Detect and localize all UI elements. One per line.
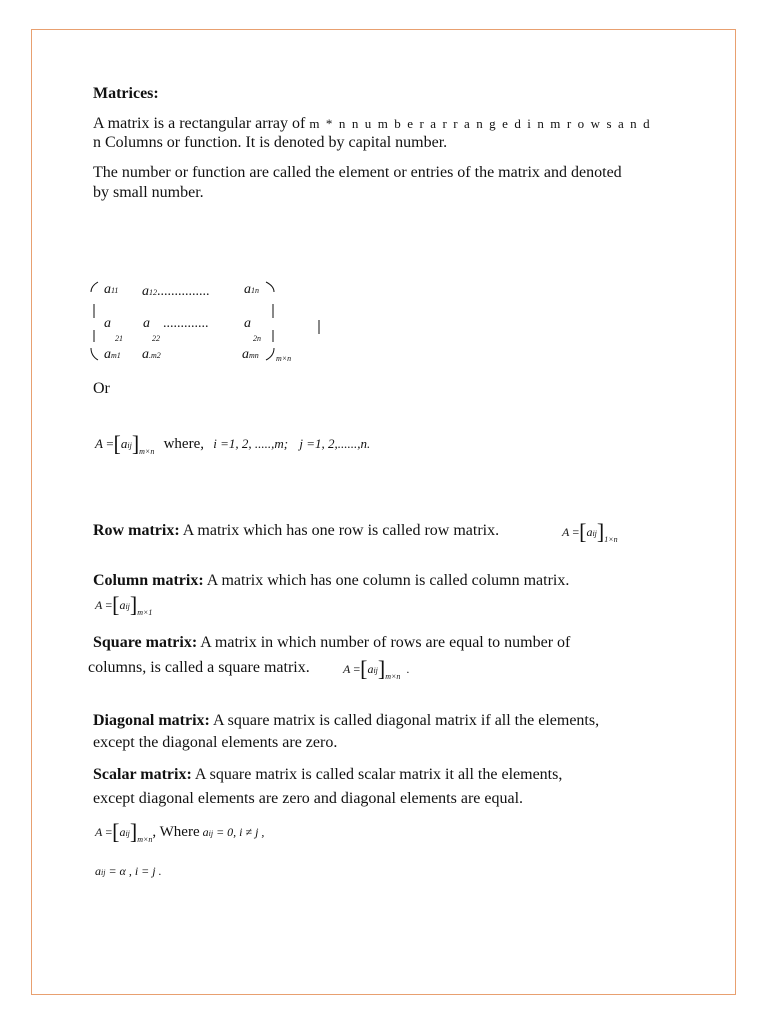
square-matrix-term: Square matrix: xyxy=(93,634,198,651)
square-matrix-order: m×n xyxy=(385,672,401,681)
column-matrix-text: A matrix which has one column is called column matrix. xyxy=(203,572,570,589)
scalar-cond2-sub: ij xyxy=(101,868,106,877)
intro-line-1 xyxy=(93,114,651,134)
matrix-sub-22: 22 xyxy=(152,334,160,343)
entry-symbol: a xyxy=(142,347,149,362)
section-heading: Matrices: xyxy=(93,85,159,102)
scalar-matrix-order: m×n xyxy=(137,835,153,844)
intro-line-1-start: A matrix is a rectangular array of xyxy=(93,115,306,132)
matrix-entry-amn xyxy=(242,347,259,363)
row-matrix-definition xyxy=(93,521,499,541)
entry-symbol: a xyxy=(142,284,149,299)
matrix-order: m×n xyxy=(276,354,292,363)
entry-dots: ............... xyxy=(157,284,210,299)
entry-subscript: m1 xyxy=(111,351,121,360)
scalar-matrix-condition-1: = 0, i ≠ j , xyxy=(216,825,265,839)
column-matrix-term: Column matrix: xyxy=(93,572,204,589)
intro-line-4: by small number. xyxy=(93,184,204,201)
diagonal-matrix-definition-line-2: except the diagonal elements are zero. xyxy=(93,734,338,751)
eq-entry-sub: ij xyxy=(127,441,132,450)
entry-symbol: a xyxy=(104,282,111,297)
scalar-matrix-text-1: A square matrix is called scalar matrix it all the elements, xyxy=(191,766,563,783)
diagonal-matrix-text-1: A square matrix is called diagonal matrix if all the elements, xyxy=(209,712,600,729)
entry-subscript: mn xyxy=(249,351,259,360)
notation-equation: $A =[aij]_{m\times n}$ where, i =1, 2, .....,m; j =1, 2,......,n. xyxy=(95,431,371,456)
entry-subscript: 1n xyxy=(251,286,259,295)
square-matrix-definition-line-1 xyxy=(93,633,570,653)
matrix-sub-21: 21 xyxy=(115,334,123,343)
eq-lhs: A xyxy=(95,436,103,451)
matrix-entry-a22: a xyxy=(143,316,150,331)
entry-subscript: 12 xyxy=(149,288,157,297)
scalar-matrix-equation-2 xyxy=(95,863,162,881)
row-matrix-term: Row matrix: xyxy=(93,522,180,539)
eq-order: m×n xyxy=(139,447,155,456)
matrix-entry-a21: a xyxy=(104,316,111,331)
or-text: Or xyxy=(93,380,110,397)
scalar-matrix-definition-line-1 xyxy=(93,765,562,785)
matrix-entry-a1n xyxy=(244,282,259,298)
square-matrix-tail: . xyxy=(406,662,410,676)
intro-line-3: The number or function are called the element or entries of the matrix and denoted xyxy=(93,164,622,181)
intro-line-2: n Columns or function. It is denoted by capital number. xyxy=(93,134,448,151)
scalar-matrix-definition-line-2: except diagonal elements are zero and diagonal elements are equal. xyxy=(93,790,524,807)
matrix-entry-a12 xyxy=(142,284,210,300)
matrix-entry-am1 xyxy=(104,347,121,363)
matrix-entry-a11 xyxy=(104,282,118,298)
eq-where: where, xyxy=(163,436,204,452)
square-matrix-equation: $A =[aij]_{m\times n}$. xyxy=(343,656,410,681)
square-matrix-text-1: A matrix in which number of rows are equal to number of xyxy=(197,634,571,651)
matrix-row2-dots: ............. xyxy=(163,316,209,331)
scalar-matrix-where: , Where xyxy=(152,824,200,840)
column-matrix-equation: $A =[aij]_{m\times 1}$ xyxy=(95,592,153,617)
scalar-matrix-term: Scalar matrix: xyxy=(93,766,192,783)
diagonal-matrix-definition-line-1 xyxy=(93,711,599,731)
eq-entry: a xyxy=(120,436,128,451)
row-matrix-order: 1×n xyxy=(604,535,618,544)
square-matrix-text-2: columns, is called a square matrix. xyxy=(88,659,310,676)
row-matrix-text: A matrix which has one row is called row matrix. xyxy=(179,522,500,539)
diagonal-matrix-term: Diagonal matrix: xyxy=(93,712,210,729)
intro-line-1-spaced: m * n n u m b e r a r r a n g e d i n m r o w s a n d xyxy=(309,116,652,131)
scalar-cond2-lhs: a xyxy=(95,864,101,878)
entry-symbol: a xyxy=(242,347,249,362)
matrix-entry-a2n: a xyxy=(244,316,251,331)
matrix-sub-2n: 2n xyxy=(253,334,261,343)
entry-subscript: .m2 xyxy=(149,351,161,360)
row-matrix-equation: $A =[aij]_{1\times n}$ xyxy=(562,519,618,544)
scalar-matrix-condition-2: = α , i = j . xyxy=(108,864,162,878)
matrix-entry-am2 xyxy=(142,347,161,363)
column-matrix-order: m×1 xyxy=(137,608,153,617)
eq-j-range: j =1, 2,......,n. xyxy=(299,436,371,451)
entry-symbol: a xyxy=(244,282,251,297)
entry-subscript: 11 xyxy=(111,286,119,295)
square-matrix-definition-line-2 xyxy=(88,658,310,678)
scalar-matrix-equation-1: $A =[aij]_{m\times n}$, Where aij = 0, i ≠ j , xyxy=(95,819,265,844)
eq-i-range: i =1, 2, .....,m; xyxy=(213,436,289,451)
entry-symbol: a xyxy=(104,347,111,362)
column-matrix-definition xyxy=(93,571,569,591)
